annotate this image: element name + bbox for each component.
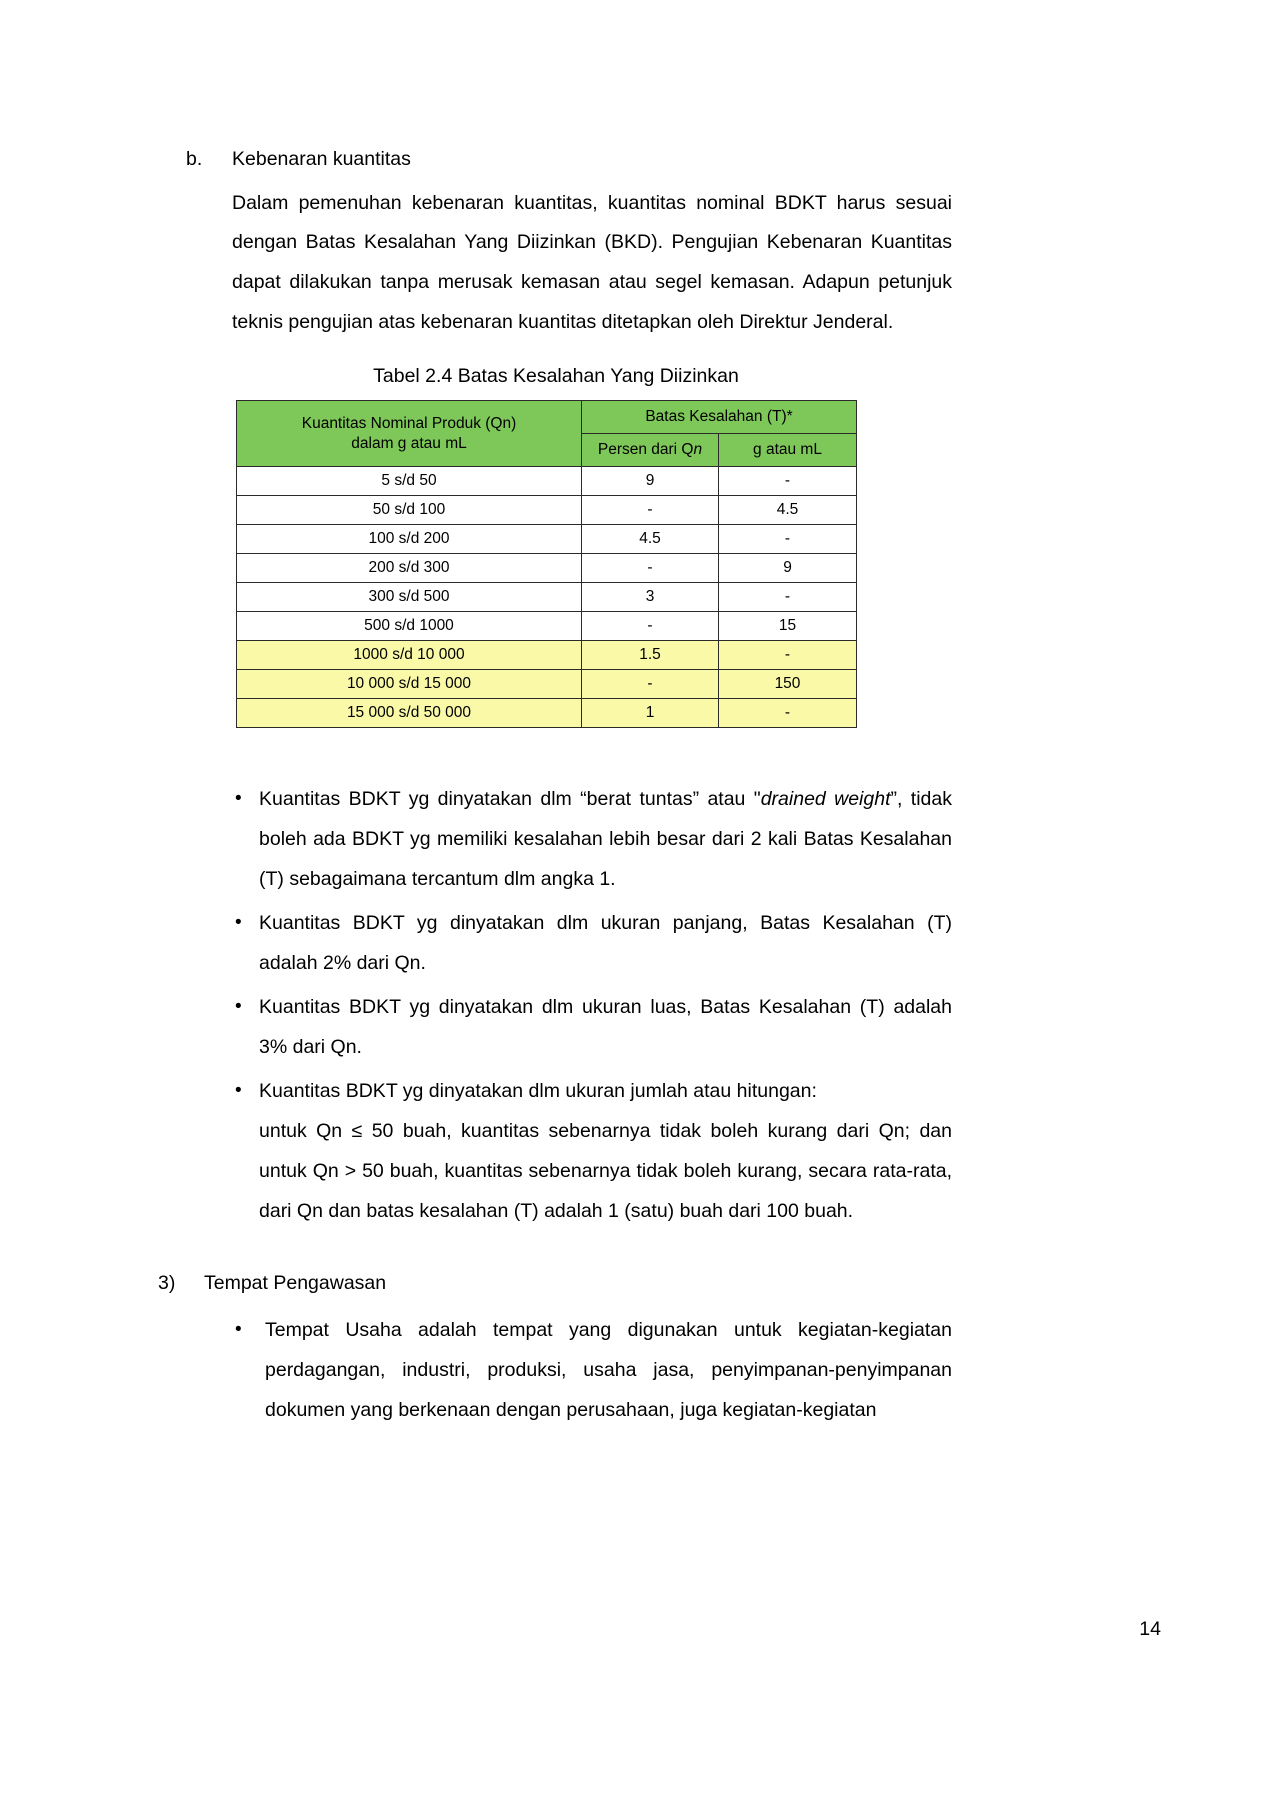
section-b-paragraph: Dalam pemenuhan kebenaran kuantitas, kuantitas nominal BDKT harus sesuai dengan Batas Kesalahan Yang Diizinkan (BKD). Pengujian Kebenaran Kuantitas dapat dilakukan tanpa merusak kemasan atau segel kemasan. Adapun petunjuk teknis pengujian atas kebenaran kuantitas ditetapkan oleh Direktur Jenderal. <box>232 191 952 334</box>
section-3-bullet-text: Tempat Usaha adalah tempat yang digunakan untuk kegiatan-kegiatan perdagangan, industri, produksi, usaha jasa, penyimpanan-penyimpanan dokumen yang berkenaan dengan perusahaan, juga kegiatan-kegiatan <box>265 1319 952 1421</box>
bullet-icon: • <box>235 788 242 810</box>
bullet-1-part2: ”, tidak boleh ada BDKT yg memiliki kesalahan lebih besar dari 2 kali Batas Kesalahan (T) sebagaimana tercantum dlm angka 1. <box>259 788 952 891</box>
cell-kuantitas-nominal: 100 s/d 200 <box>237 525 582 554</box>
bullet-text-3: Kuantitas BDKT yg dinyatakan dlm ukuran luas, Batas Kesalahan (T) adalah 3% dari Qn. <box>259 996 952 1059</box>
bullet-icon: • <box>235 1080 242 1102</box>
cell-g-atau-ml: - <box>719 641 857 670</box>
cell-persen-dari-qn: 4.5 <box>582 525 719 554</box>
header-kuantitas-line1: Kuantitas Nominal Produk (Qn) <box>301 414 517 432</box>
cell-persen-dari-qn: 1 <box>582 699 719 728</box>
header-batas-kesalahan: Batas Kesalahan (T)* <box>582 401 857 434</box>
table-body <box>237 467 857 728</box>
cell-persen-dari-qn: - <box>582 554 719 583</box>
table-row <box>237 612 857 641</box>
list-item-b <box>186 150 1086 170</box>
list-item <box>232 1072 952 1232</box>
list-item <box>232 780 952 900</box>
table-row <box>237 641 857 670</box>
cell-g-atau-ml: - <box>719 583 857 612</box>
table-row <box>237 583 857 612</box>
cell-g-atau-ml: 15 <box>719 612 857 641</box>
cell-kuantitas-nominal: 200 s/d 300 <box>237 554 582 583</box>
cell-g-atau-ml: - <box>719 525 857 554</box>
section-b-heading: Kebenaran kuantitas <box>232 148 411 170</box>
cell-persen-dari-qn: - <box>582 612 719 641</box>
page-number: 14 <box>1139 1618 1161 1640</box>
cell-persen-dari-qn: 3 <box>582 583 719 612</box>
bullet-4-main: Kuantitas BDKT yg dinyatakan dlm ukuran jumlah atau hitungan: <box>259 1080 817 1103</box>
bullet-icon: • <box>235 912 242 934</box>
cell-g-atau-ml: - <box>719 467 857 496</box>
cell-kuantitas-nominal: 300 s/d 500 <box>237 583 582 612</box>
cell-persen-dari-qn: 9 <box>582 467 719 496</box>
bullet-1-italic: drained weight <box>760 788 891 811</box>
table-wrapper <box>236 400 1086 728</box>
cell-kuantitas-nominal: 5 s/d 50 <box>237 467 582 496</box>
section-3-bullet-list <box>232 1311 952 1431</box>
table-row <box>237 670 857 699</box>
bullet-text-2: Kuantitas BDKT yg dinyatakan dlm ukuran panjang, Batas Kesalahan (T) adalah 2% dari Qn. <box>259 912 952 975</box>
table-row <box>237 525 857 554</box>
table-header-row-1 <box>237 401 857 434</box>
section-3-heading: Tempat Pengawasan <box>204 1272 387 1295</box>
table-head <box>237 401 857 467</box>
page-content <box>158 148 1086 1435</box>
bullet-list <box>232 780 952 1232</box>
header-kuantitas-line2: dalam g atau mL <box>351 434 467 452</box>
bullet-icon: • <box>235 996 242 1018</box>
list-marker-3: 3) <box>158 1272 176 1295</box>
cell-kuantitas-nominal: 10 000 s/d 15 000 <box>237 670 582 699</box>
cell-persen-dari-qn: - <box>582 496 719 525</box>
table-row <box>237 554 857 583</box>
cell-g-atau-ml: 150 <box>719 670 857 699</box>
bullet-1-part1: Kuantitas BDKT yg dinyatakan dlm “berat tuntas” atau " <box>259 788 761 811</box>
cell-persen-dari-qn: - <box>582 670 719 699</box>
header-persen-dari-qn <box>582 434 719 467</box>
bullet-text-1 <box>259 780 952 900</box>
bullet-text-4 <box>259 1072 952 1232</box>
cell-kuantitas-nominal: 1000 s/d 10 000 <box>237 641 582 670</box>
table-caption: Tabel 2.4 Batas Kesalahan Yang Diizinkan <box>373 365 739 388</box>
cell-kuantitas-nominal: 15 000 s/d 50 000 <box>237 699 582 728</box>
cell-persen-dari-qn: 1.5 <box>582 641 719 670</box>
batas-kesalahan-table <box>236 400 857 728</box>
bullet-icon: • <box>235 1319 242 1341</box>
table-row <box>237 496 857 525</box>
list-item <box>232 904 952 984</box>
header-persen-prefix: Persen dari Q <box>597 441 694 459</box>
list-item-3 <box>158 1272 1086 1295</box>
table-row <box>237 467 857 496</box>
cell-g-atau-ml: 4.5 <box>719 496 857 525</box>
header-g-atau-ml: g atau mL <box>719 434 857 467</box>
cell-g-atau-ml: 9 <box>719 554 857 583</box>
bullet-4-subparagraph: untuk Qn ≤ 50 buah, kuantitas sebenarnya tidak boleh kurang dari Qn; dan untuk Qn > 50 buah, kuantitas sebenarnya tidak boleh kurang, secara rata-rata, dari Qn dan batas kesalahan (T) adalah 1 (satu) buah dari 100 buah. <box>259 1120 952 1223</box>
header-persen-italic-n: n <box>693 441 703 459</box>
cell-g-atau-ml: - <box>719 699 857 728</box>
cell-kuantitas-nominal: 50 s/d 100 <box>237 496 582 525</box>
cell-kuantitas-nominal: 500 s/d 1000 <box>237 612 582 641</box>
list-marker-b: b. <box>186 148 203 170</box>
list-item <box>232 1311 952 1431</box>
list-item <box>232 988 952 1068</box>
header-kuantitas-nominal <box>237 401 582 467</box>
table-row <box>237 699 857 728</box>
